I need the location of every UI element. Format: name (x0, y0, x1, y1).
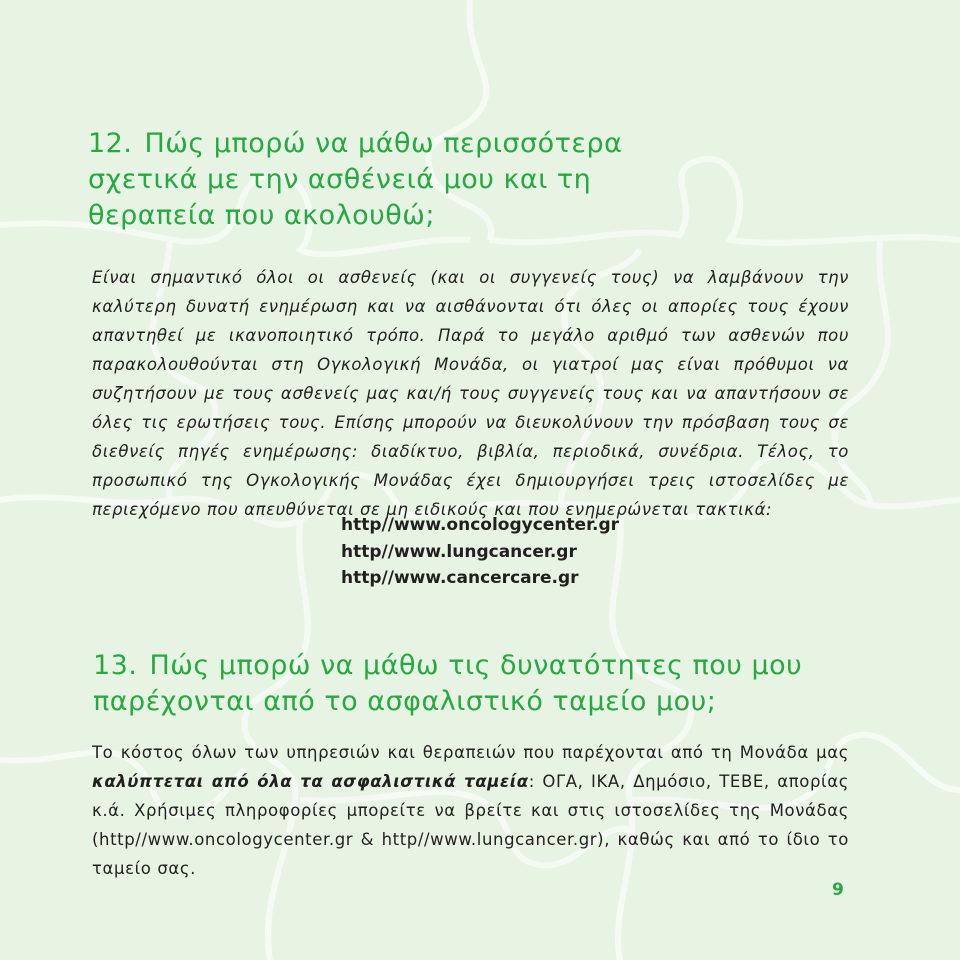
section-13-text-end: : ΟΓΑ, ΙΚΑ, Δημόσιο, ΤΕΒΕ, απορίας κ.ά. Χρήσιμες πληροφορίες μπορείτε να βρείτε και στις ιστοσελίδες της Μονάδας (http//www.oncologycenter.gr & http//www.lungcancer.gr), καθώς και από το ίδιο το ταμείο σας. (92, 772, 849, 878)
section-13-text-start: Το κόστος όλων των υπηρεσιών και θεραπειών που παρέχονται από τη Μονάδα μας (92, 743, 849, 762)
section-13-paragraph (92, 738, 849, 883)
page-number: 9 (832, 880, 844, 900)
section-12-paragraph: Είναι σημαντικό όλοι οι ασθενείς (και οι συγγενείς τους) να λαμβάνουν την καλύτερη δυνατή ενημέρωση και να αισθάνονται ότι όλες οι απορίες τους έχουν απαντηθεί με ικανοποιητικό τρόπο. Παρά το μεγάλο αριθμό των ασθενών που παρακολουθούνται στη Ογκολογική Μονάδα, οι γιατροί μας είναι πρόθυμοι να συζητήσουν με τους ασθενείς μας και/ή τους συγγενείς τους και να απαντήσουν σε όλες τις ερωτήσεις τους. Επίσης μπορούν να διευκολύνουν την πρόσβαση τους σε διεθνείς πηγές ενημέρωσης: διαδίκτυο, βιβλία, περιοδικά, συνέδρια. Τέλος, το προσωπικό της Ογκολογικής Μονάδας έχει δημιουργήσει τρεις ιστοσελίδες με περιεχόμενο που απευθύνεται σε μη ειδικούς και που ενημερώνεται τακτικά: (92, 268, 849, 519)
section-13-text-bold: καλύπτεται από όλα τα ασφαλιστικά ταμεία (92, 772, 529, 791)
website-list (341, 512, 619, 592)
website-link-cancercare[interactable]: http//www.cancercare.gr (341, 568, 579, 588)
section-12-title-line-3: θεραπεία που ακολουθώ; (88, 200, 435, 231)
section-12-title-line-2: σχετικά με την ασθένειά μου και τη (88, 164, 592, 195)
section-13-title-line-1: Πώς μπορώ να μάθω τις δυνατότητες που μου (149, 650, 803, 681)
section-13-number: 13. (93, 650, 138, 681)
section-12-title-line-1: Πώς μπορώ να μάθω περισσότερα (144, 128, 623, 159)
section-13-heading (93, 648, 802, 720)
section-12-number: 12. (88, 128, 133, 159)
website-link-lungcancer[interactable]: http//www.lungcancer.gr (341, 541, 577, 562)
section-13-title-line-2: παρέχονται από το ασφαλιστικό ταμείο μου; (93, 686, 717, 717)
website-link-oncologycenter[interactable]: http//www.oncologycenter.gr (341, 515, 620, 535)
section-12-heading (88, 126, 622, 234)
